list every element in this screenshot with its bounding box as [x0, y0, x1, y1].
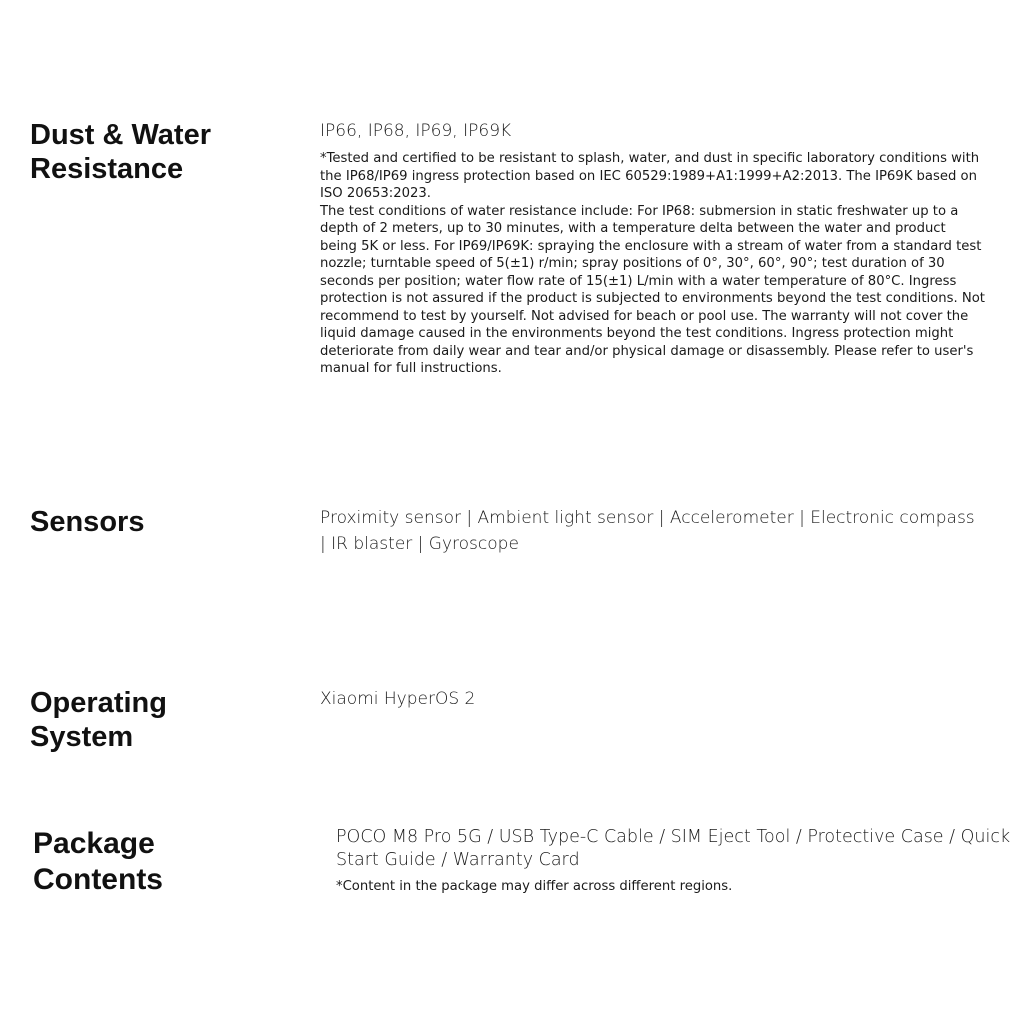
os-value: Xiaomi HyperOS 2 [320, 689, 476, 709]
ip-rating-value: IP66, IP68, IP69, IP69K [320, 121, 512, 141]
package-contents-value: POCO M8 Pro 5G / USB Type-C Cable / SIM Eject Tool / Protective Case / Quick Start Guide / Warranty Card [336, 827, 1011, 870]
spec-label-sensors: Sensors [30, 506, 145, 538]
spec-label-operating-system [30, 686, 290, 754]
spec-content-dust-water [320, 118, 985, 378]
spec-label-line: Package [33, 827, 155, 860]
spec-label-dust-water [30, 118, 290, 186]
spec-label-package-contents [33, 826, 293, 898]
spec-label-line: Dust & Water [30, 119, 211, 151]
spec-content-package-contents [336, 826, 1016, 896]
certification-note: *Tested and certified to be resistant to splash, water, and dust in specific laboratory conditions with the IP68/IP69 ingress protection based on IEC 60529:1989+A1:1999+A2:2013. The IP69K based on ISO 20653:2023. [320, 151, 980, 201]
spec-content-sensors [320, 505, 985, 557]
spec-content-operating-system [320, 686, 985, 712]
package-contents-footnote: *Content in the package may differ across different regions. [336, 879, 733, 894]
water-resistance-footnote [320, 150, 985, 378]
spec-label-line: Resistance [30, 153, 184, 185]
test-conditions-note: The test conditions of water resistance include: For IP68: submersion in static freshwater up to a depth of 2 meters, up to 30 minutes, with a temperature delta between the water and product being 5K or less. For IP69/IP69K: spraying the enclosure with a stream of water from a standard test nozzle; turntable speed of 5(±1) r/min; spray positions of 0°, 30°, 60°, 90°; test duration of 30 seconds per position; water flow rate of 15(±1) L/min with a water temperature of 80°C. Ingress protection is not assured if the product is subjected to environments beyond the test conditions. Not recommend to test by yourself. Not advised for beach or pool use. The warranty will not cover the liquid damage caused in the environments beyond the test conditions. Ingress protection might deteriorate from daily wear and tear and/or physical damage or disassembly. Please refer to user's manual for full instructions. [320, 203, 985, 376]
spec-label-line: Operating [30, 687, 167, 719]
spec-label-line: System [30, 721, 134, 753]
sensors-value: Proximity sensor | Ambient light sensor | Accelerometer | Electronic compass | IR blaster | Gyroscope [320, 508, 975, 554]
spec-label-line: Contents [33, 863, 163, 896]
